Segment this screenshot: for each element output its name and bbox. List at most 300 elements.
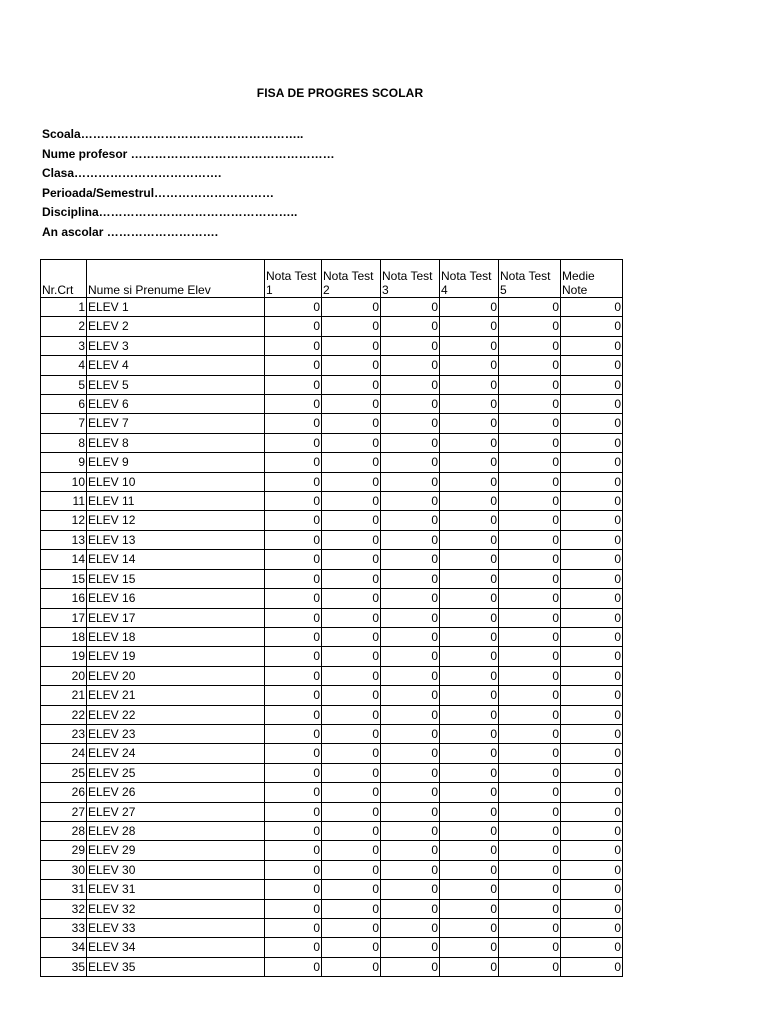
table-row — [41, 919, 623, 938]
cell-nota-test-4: 0 — [440, 336, 499, 355]
cell-nota-test-2: 0 — [322, 802, 381, 821]
table-row — [41, 317, 623, 336]
cell-nume-elev: ELEV 21 — [87, 686, 265, 705]
cell-medie-note: 0 — [561, 841, 623, 860]
cell-nota-test-3: 0 — [381, 744, 440, 763]
cell-nota-test-2: 0 — [322, 395, 381, 414]
cell-nota-test-2: 0 — [322, 414, 381, 433]
cell-nota-test-1: 0 — [265, 666, 322, 685]
cell-nr-crt: 8 — [41, 433, 87, 452]
cell-nota-test-2: 0 — [322, 880, 381, 899]
cell-nota-test-3: 0 — [381, 336, 440, 355]
cell-nota-test-1: 0 — [265, 336, 322, 355]
progress-table — [40, 259, 623, 977]
cell-nota-test-5: 0 — [499, 938, 561, 957]
cell-nota-test-1: 0 — [265, 356, 322, 375]
cell-nota-test-3: 0 — [381, 375, 440, 394]
header-nume-elev: Nume si Prenume Elev — [87, 260, 265, 298]
cell-nota-test-3: 0 — [381, 608, 440, 627]
cell-medie-note: 0 — [561, 724, 623, 743]
cell-nota-test-2: 0 — [322, 841, 381, 860]
table-header-row — [41, 260, 623, 298]
cell-nume-elev: ELEV 32 — [87, 899, 265, 918]
cell-nume-elev: ELEV 5 — [87, 375, 265, 394]
header-nr-crt: Nr.Crt — [41, 260, 87, 298]
cell-nr-crt: 34 — [41, 938, 87, 957]
cell-nota-test-5: 0 — [499, 530, 561, 549]
cell-nota-test-2: 0 — [322, 666, 381, 685]
cell-nota-test-4: 0 — [440, 550, 499, 569]
cell-nr-crt: 27 — [41, 802, 87, 821]
cell-nota-test-4: 0 — [440, 899, 499, 918]
cell-nota-test-3: 0 — [381, 453, 440, 472]
cell-medie-note: 0 — [561, 821, 623, 840]
cell-nota-test-4: 0 — [440, 686, 499, 705]
header-nota-test-5: Nota Test 5 — [499, 260, 561, 298]
cell-nota-test-4: 0 — [440, 938, 499, 957]
table-row — [41, 356, 623, 375]
cell-nr-crt: 16 — [41, 589, 87, 608]
cell-nota-test-5: 0 — [499, 744, 561, 763]
cell-nota-test-4: 0 — [440, 783, 499, 802]
field-nume-profesor: Nume profesor …………………………………………… — [42, 146, 335, 161]
cell-nota-test-2: 0 — [322, 589, 381, 608]
cell-nota-test-1: 0 — [265, 724, 322, 743]
cell-nota-test-4: 0 — [440, 841, 499, 860]
cell-nume-elev: ELEV 17 — [87, 608, 265, 627]
cell-nota-test-2: 0 — [322, 453, 381, 472]
cell-nota-test-5: 0 — [499, 492, 561, 511]
cell-nume-elev: ELEV 15 — [87, 569, 265, 588]
cell-nota-test-3: 0 — [381, 880, 440, 899]
cell-nota-test-5: 0 — [499, 472, 561, 491]
cell-nota-test-3: 0 — [381, 492, 440, 511]
cell-nota-test-1: 0 — [265, 647, 322, 666]
cell-nota-test-2: 0 — [322, 724, 381, 743]
table-row — [41, 957, 623, 976]
table-row — [41, 899, 623, 918]
cell-nota-test-4: 0 — [440, 375, 499, 394]
table-row — [41, 511, 623, 530]
cell-nota-test-1: 0 — [265, 627, 322, 646]
cell-medie-note: 0 — [561, 880, 623, 899]
header-nota-test-1: Nota Test 1 — [265, 260, 322, 298]
table-row — [41, 724, 623, 743]
cell-nota-test-3: 0 — [381, 783, 440, 802]
cell-nr-crt: 6 — [41, 395, 87, 414]
field-perioada: Perioada/Semestrul………………………… — [42, 185, 275, 200]
table-row — [41, 453, 623, 472]
table-row — [41, 841, 623, 860]
cell-nota-test-3: 0 — [381, 317, 440, 336]
cell-nota-test-2: 0 — [322, 336, 381, 355]
table-row — [41, 395, 623, 414]
cell-nota-test-5: 0 — [499, 395, 561, 414]
cell-nume-elev: ELEV 8 — [87, 433, 265, 452]
cell-nota-test-4: 0 — [440, 744, 499, 763]
cell-nr-crt: 22 — [41, 705, 87, 724]
cell-nota-test-4: 0 — [440, 821, 499, 840]
cell-nota-test-1: 0 — [265, 589, 322, 608]
table-row — [41, 298, 623, 317]
cell-nota-test-1: 0 — [265, 880, 322, 899]
cell-nota-test-2: 0 — [322, 298, 381, 317]
table-row — [41, 530, 623, 549]
table-body — [41, 298, 623, 977]
cell-nota-test-2: 0 — [322, 647, 381, 666]
cell-nota-test-4: 0 — [440, 860, 499, 879]
table-row — [41, 880, 623, 899]
cell-nota-test-1: 0 — [265, 375, 322, 394]
cell-nota-test-2: 0 — [322, 317, 381, 336]
cell-nota-test-1: 0 — [265, 472, 322, 491]
cell-nota-test-3: 0 — [381, 724, 440, 743]
cell-medie-note: 0 — [561, 298, 623, 317]
cell-nota-test-4: 0 — [440, 414, 499, 433]
cell-nota-test-5: 0 — [499, 880, 561, 899]
cell-nota-test-2: 0 — [322, 783, 381, 802]
cell-nota-test-2: 0 — [322, 375, 381, 394]
cell-nota-test-4: 0 — [440, 317, 499, 336]
cell-nota-test-5: 0 — [499, 763, 561, 782]
cell-nota-test-4: 0 — [440, 395, 499, 414]
cell-nota-test-5: 0 — [499, 414, 561, 433]
cell-nume-elev: ELEV 26 — [87, 783, 265, 802]
table-row — [41, 336, 623, 355]
cell-nume-elev: ELEV 34 — [87, 938, 265, 957]
cell-nota-test-1: 0 — [265, 821, 322, 840]
cell-nr-crt: 7 — [41, 414, 87, 433]
header-nota-test-2: Nota Test 2 — [322, 260, 381, 298]
cell-nota-test-5: 0 — [499, 375, 561, 394]
cell-nr-crt: 5 — [41, 375, 87, 394]
table-row — [41, 492, 623, 511]
cell-medie-note: 0 — [561, 705, 623, 724]
cell-nota-test-4: 0 — [440, 802, 499, 821]
cell-nr-crt: 13 — [41, 530, 87, 549]
cell-medie-note: 0 — [561, 433, 623, 452]
cell-nota-test-2: 0 — [322, 492, 381, 511]
cell-nume-elev: ELEV 19 — [87, 647, 265, 666]
cell-nr-crt: 18 — [41, 627, 87, 646]
cell-nota-test-3: 0 — [381, 395, 440, 414]
header-nota-test-3: Nota Test 3 — [381, 260, 440, 298]
cell-nume-elev: ELEV 13 — [87, 530, 265, 549]
cell-nota-test-1: 0 — [265, 860, 322, 879]
cell-nota-test-3: 0 — [381, 356, 440, 375]
cell-nr-crt: 25 — [41, 763, 87, 782]
cell-nota-test-5: 0 — [499, 957, 561, 976]
field-an-scolar: An ascolar ………………………. — [42, 224, 219, 239]
cell-nota-test-2: 0 — [322, 705, 381, 724]
cell-nume-elev: ELEV 23 — [87, 724, 265, 743]
cell-nota-test-2: 0 — [322, 821, 381, 840]
cell-nota-test-2: 0 — [322, 744, 381, 763]
cell-nota-test-1: 0 — [265, 919, 322, 938]
cell-medie-note: 0 — [561, 395, 623, 414]
cell-medie-note: 0 — [561, 666, 623, 685]
cell-nota-test-2: 0 — [322, 608, 381, 627]
cell-nota-test-5: 0 — [499, 919, 561, 938]
cell-nota-test-3: 0 — [381, 530, 440, 549]
cell-nota-test-1: 0 — [265, 938, 322, 957]
cell-nota-test-1: 0 — [265, 899, 322, 918]
cell-nr-crt: 12 — [41, 511, 87, 530]
cell-nota-test-1: 0 — [265, 783, 322, 802]
table-row — [41, 375, 623, 394]
table-row — [41, 569, 623, 588]
cell-medie-note: 0 — [561, 530, 623, 549]
cell-nota-test-2: 0 — [322, 550, 381, 569]
cell-nota-test-2: 0 — [322, 433, 381, 452]
cell-nota-test-3: 0 — [381, 666, 440, 685]
cell-nota-test-3: 0 — [381, 569, 440, 588]
cell-nota-test-1: 0 — [265, 550, 322, 569]
cell-medie-note: 0 — [561, 938, 623, 957]
cell-nr-crt: 35 — [41, 957, 87, 976]
cell-nota-test-5: 0 — [499, 783, 561, 802]
cell-nume-elev: ELEV 33 — [87, 919, 265, 938]
cell-medie-note: 0 — [561, 647, 623, 666]
cell-nume-elev: ELEV 29 — [87, 841, 265, 860]
cell-nota-test-4: 0 — [440, 530, 499, 549]
cell-nota-test-3: 0 — [381, 705, 440, 724]
cell-nr-crt: 30 — [41, 860, 87, 879]
cell-nume-elev: ELEV 27 — [87, 802, 265, 821]
cell-nota-test-5: 0 — [499, 550, 561, 569]
cell-nota-test-3: 0 — [381, 899, 440, 918]
cell-nota-test-3: 0 — [381, 938, 440, 957]
cell-nr-crt: 31 — [41, 880, 87, 899]
cell-medie-note: 0 — [561, 802, 623, 821]
cell-nume-elev: ELEV 18 — [87, 627, 265, 646]
cell-medie-note: 0 — [561, 317, 623, 336]
cell-nota-test-2: 0 — [322, 919, 381, 938]
table-row — [41, 744, 623, 763]
cell-nota-test-4: 0 — [440, 589, 499, 608]
cell-medie-note: 0 — [561, 356, 623, 375]
cell-nota-test-5: 0 — [499, 608, 561, 627]
cell-nr-crt: 19 — [41, 647, 87, 666]
cell-nota-test-5: 0 — [499, 511, 561, 530]
table-row — [41, 414, 623, 433]
cell-medie-note: 0 — [561, 608, 623, 627]
cell-nr-crt: 3 — [41, 336, 87, 355]
cell-nume-elev: ELEV 11 — [87, 492, 265, 511]
cell-nota-test-1: 0 — [265, 569, 322, 588]
cell-nume-elev: ELEV 35 — [87, 957, 265, 976]
cell-nota-test-2: 0 — [322, 686, 381, 705]
cell-nota-test-2: 0 — [322, 356, 381, 375]
cell-medie-note: 0 — [561, 336, 623, 355]
cell-nota-test-4: 0 — [440, 492, 499, 511]
cell-nota-test-5: 0 — [499, 821, 561, 840]
cell-nume-elev: ELEV 1 — [87, 298, 265, 317]
cell-nota-test-5: 0 — [499, 860, 561, 879]
cell-nota-test-2: 0 — [322, 569, 381, 588]
cell-nota-test-3: 0 — [381, 589, 440, 608]
cell-nota-test-5: 0 — [499, 298, 561, 317]
cell-nota-test-4: 0 — [440, 298, 499, 317]
table-row — [41, 686, 623, 705]
cell-medie-note: 0 — [561, 899, 623, 918]
cell-nota-test-2: 0 — [322, 860, 381, 879]
cell-nr-crt: 4 — [41, 356, 87, 375]
cell-nume-elev: ELEV 31 — [87, 880, 265, 899]
cell-nota-test-1: 0 — [265, 414, 322, 433]
cell-nr-crt: 11 — [41, 492, 87, 511]
cell-nota-test-4: 0 — [440, 763, 499, 782]
table-row — [41, 472, 623, 491]
cell-nota-test-3: 0 — [381, 919, 440, 938]
table-row — [41, 627, 623, 646]
cell-nota-test-4: 0 — [440, 880, 499, 899]
cell-nota-test-4: 0 — [440, 356, 499, 375]
cell-nota-test-4: 0 — [440, 472, 499, 491]
cell-nota-test-3: 0 — [381, 550, 440, 569]
cell-medie-note: 0 — [561, 957, 623, 976]
cell-nota-test-4: 0 — [440, 705, 499, 724]
cell-nume-elev: ELEV 4 — [87, 356, 265, 375]
cell-nota-test-3: 0 — [381, 298, 440, 317]
cell-nota-test-4: 0 — [440, 453, 499, 472]
field-disciplina: Disciplina………………………………………….. — [42, 205, 298, 219]
cell-nota-test-1: 0 — [265, 433, 322, 452]
cell-nume-elev: ELEV 9 — [87, 453, 265, 472]
cell-nr-crt: 21 — [41, 686, 87, 705]
cell-nume-elev: ELEV 24 — [87, 744, 265, 763]
cell-medie-note: 0 — [561, 511, 623, 530]
cell-nota-test-3: 0 — [381, 957, 440, 976]
cell-nota-test-1: 0 — [265, 802, 322, 821]
cell-nota-test-5: 0 — [499, 433, 561, 452]
cell-nota-test-1: 0 — [265, 395, 322, 414]
cell-nr-crt: 2 — [41, 317, 87, 336]
cell-nr-crt: 10 — [41, 472, 87, 491]
cell-nr-crt: 32 — [41, 899, 87, 918]
cell-nota-test-5: 0 — [499, 569, 561, 588]
cell-nota-test-5: 0 — [499, 841, 561, 860]
cell-nota-test-4: 0 — [440, 957, 499, 976]
cell-nota-test-4: 0 — [440, 919, 499, 938]
cell-nota-test-2: 0 — [322, 763, 381, 782]
cell-medie-note: 0 — [561, 589, 623, 608]
cell-nr-crt: 23 — [41, 724, 87, 743]
cell-nota-test-3: 0 — [381, 414, 440, 433]
cell-nota-test-2: 0 — [322, 511, 381, 530]
cell-nota-test-5: 0 — [499, 356, 561, 375]
cell-nr-crt: 17 — [41, 608, 87, 627]
cell-nume-elev: ELEV 14 — [87, 550, 265, 569]
cell-medie-note: 0 — [561, 763, 623, 782]
cell-medie-note: 0 — [561, 783, 623, 802]
cell-nota-test-3: 0 — [381, 627, 440, 646]
cell-nume-elev: ELEV 22 — [87, 705, 265, 724]
cell-nume-elev: ELEV 7 — [87, 414, 265, 433]
cell-nota-test-1: 0 — [265, 492, 322, 511]
cell-nume-elev: ELEV 25 — [87, 763, 265, 782]
header-nota-test-4: Nota Test 4 — [440, 260, 499, 298]
cell-nota-test-5: 0 — [499, 705, 561, 724]
table-row — [41, 550, 623, 569]
table-row — [41, 763, 623, 782]
cell-nota-test-1: 0 — [265, 608, 322, 627]
cell-medie-note: 0 — [561, 414, 623, 433]
cell-nota-test-4: 0 — [440, 724, 499, 743]
table-row — [41, 608, 623, 627]
table-row — [41, 783, 623, 802]
cell-nota-test-5: 0 — [499, 802, 561, 821]
cell-nr-crt: 26 — [41, 783, 87, 802]
cell-nume-elev: ELEV 6 — [87, 395, 265, 414]
table-row — [41, 666, 623, 685]
cell-medie-note: 0 — [561, 860, 623, 879]
cell-medie-note: 0 — [561, 627, 623, 646]
cell-nota-test-2: 0 — [322, 627, 381, 646]
cell-nr-crt: 9 — [41, 453, 87, 472]
cell-nume-elev: ELEV 12 — [87, 511, 265, 530]
cell-nota-test-1: 0 — [265, 317, 322, 336]
cell-medie-note: 0 — [561, 453, 623, 472]
cell-nota-test-1: 0 — [265, 744, 322, 763]
cell-nume-elev: ELEV 28 — [87, 821, 265, 840]
cell-nota-test-5: 0 — [499, 686, 561, 705]
header-medie-note: Medie Note — [561, 260, 623, 298]
cell-nota-test-2: 0 — [322, 899, 381, 918]
cell-medie-note: 0 — [561, 686, 623, 705]
cell-nota-test-3: 0 — [381, 860, 440, 879]
cell-nr-crt: 33 — [41, 919, 87, 938]
cell-medie-note: 0 — [561, 744, 623, 763]
table-row — [41, 589, 623, 608]
cell-nota-test-1: 0 — [265, 530, 322, 549]
cell-nota-test-1: 0 — [265, 453, 322, 472]
table-row — [41, 938, 623, 957]
cell-nr-crt: 1 — [41, 298, 87, 317]
cell-nota-test-5: 0 — [499, 336, 561, 355]
field-scoala: Scoala……………………………………………….. — [42, 127, 304, 141]
cell-medie-note: 0 — [561, 550, 623, 569]
cell-nota-test-3: 0 — [381, 511, 440, 530]
cell-medie-note: 0 — [561, 569, 623, 588]
cell-nota-test-1: 0 — [265, 705, 322, 724]
table-row — [41, 860, 623, 879]
field-clasa: Clasa………………………………. — [42, 166, 222, 180]
cell-nota-test-2: 0 — [322, 472, 381, 491]
table-row — [41, 802, 623, 821]
cell-nota-test-1: 0 — [265, 686, 322, 705]
cell-nr-crt: 14 — [41, 550, 87, 569]
cell-nume-elev: ELEV 20 — [87, 666, 265, 685]
header-fields — [42, 125, 335, 242]
cell-nr-crt: 29 — [41, 841, 87, 860]
cell-nota-test-5: 0 — [499, 647, 561, 666]
table-row — [41, 705, 623, 724]
cell-nota-test-5: 0 — [499, 666, 561, 685]
cell-nota-test-5: 0 — [499, 627, 561, 646]
cell-nr-crt: 28 — [41, 821, 87, 840]
cell-nume-elev: ELEV 2 — [87, 317, 265, 336]
cell-medie-note: 0 — [561, 472, 623, 491]
cell-nota-test-5: 0 — [499, 724, 561, 743]
cell-nr-crt: 24 — [41, 744, 87, 763]
cell-nota-test-5: 0 — [499, 899, 561, 918]
cell-nume-elev: ELEV 30 — [87, 860, 265, 879]
cell-nr-crt: 20 — [41, 666, 87, 685]
cell-nota-test-3: 0 — [381, 802, 440, 821]
cell-nota-test-3: 0 — [381, 686, 440, 705]
cell-nota-test-1: 0 — [265, 763, 322, 782]
